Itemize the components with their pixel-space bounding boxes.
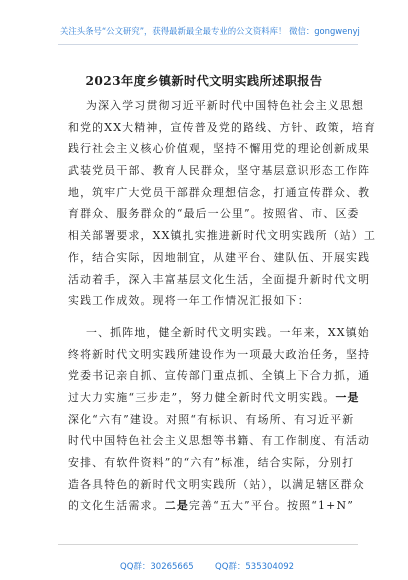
- body-line: 作，结合实际，因地制宜，从建平台、建队伍、开展实践: [68, 250, 371, 264]
- body-line: 实践工作成效。现将一年工作情况汇报如下：: [68, 294, 310, 308]
- document-title: 2023年度乡镇新时代文明实践所述职报告: [85, 74, 323, 88]
- body-line-text: 过大力实施“三步走”，努力健全新时代文明实践。: [68, 390, 336, 404]
- body-line: 深化“六有”建设。对照“有标识、有场所、有习近平新: [68, 412, 355, 426]
- body-line: 地，筑牢广大党员干部群众理想信念，打通宣传群众、教: [68, 185, 371, 199]
- body-line: 相关部署要求，XX镇扎实推进新时代文明实践所（站）工: [68, 229, 377, 243]
- point-one-marker: 一是: [335, 390, 360, 404]
- body-line: 终将新时代文明实践所建设作为一项最大政治任务，坚持: [68, 347, 371, 361]
- body-line: 党委书记亲自抓、宣传部门重点抓、全镇上下合力抓，通: [68, 369, 371, 383]
- body-line: 践行社会主义核心价值观，坚持不懈用党的理论创新成果: [68, 142, 371, 156]
- body-line: 活动着手，深入丰富基层文化生活，全面提升新时代文明: [68, 272, 371, 286]
- footer-qq-group-1: QQ群：30265665: [120, 562, 194, 572]
- body-line: 安排、有软件资料”的“六有”标准，结合实际，分别打: [68, 456, 355, 469]
- body-line: 造各具特色的新时代文明实践所（站），以满足辖区群众: [68, 477, 365, 491]
- body-line-text: 的文化生活需求。: [68, 499, 165, 513]
- header-divider: [58, 44, 358, 45]
- body-line: [68, 387, 360, 409]
- footer-divider: [58, 544, 358, 545]
- body-line: [68, 495, 354, 517]
- body-line-text: 完善“五大”平台。按照“1+N”: [188, 499, 354, 513]
- document-body: [68, 95, 377, 517]
- header-promo-note: 关注头条号“公文研究”，获得最新最全最专业的公文资料库！ 微信：gongwenyj: [60, 26, 360, 36]
- body-line: 武装党员干部、教育人民群众，坚守基层意识形态工作阵: [68, 164, 371, 178]
- body-line: 为深入学习贯彻习近平新时代中国特色社会主义思想: [86, 99, 365, 112]
- body-line: 育群众、服务群众的“最后一公里”。按照省、市、区委: [68, 207, 360, 221]
- body-line: 时代中国特色社会主义思想等书籍、有工作制度、有活动: [68, 434, 371, 448]
- section-one-heading-line: 一、抓阵地，健全新时代文明实践。一年来，XX镇始: [86, 325, 370, 339]
- body-line: 和党的XX大精神，宣传普及党的路线、方针、政策，培育: [68, 120, 377, 134]
- footer-qq-group-2: QQ群：535304092: [215, 562, 295, 572]
- point-two-marker: 二是: [164, 499, 189, 513]
